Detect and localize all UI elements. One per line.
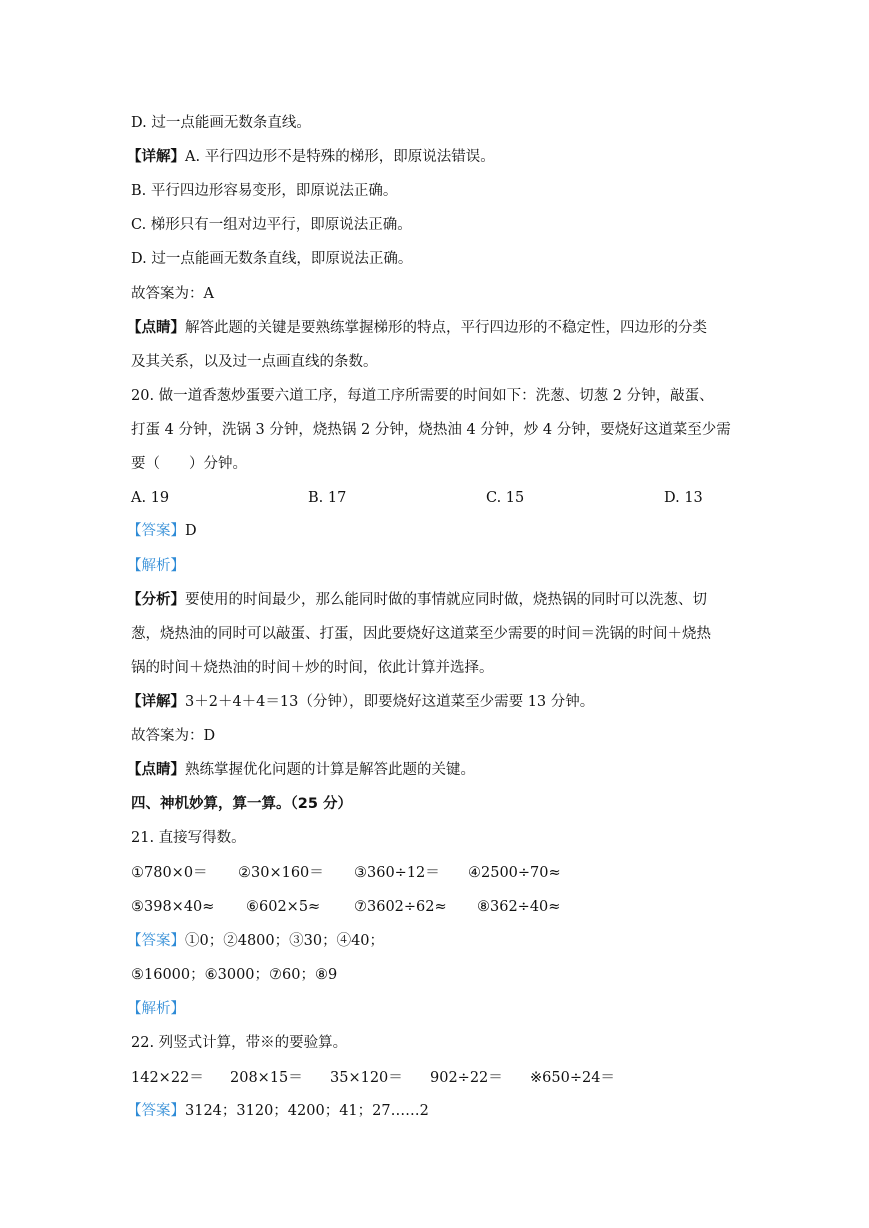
q21-item-8: ⑧362÷40≈ [477, 899, 561, 915]
prev-detail-d: D. 过一点能画无数条直线，即原说法正确。 [131, 251, 413, 267]
prev-detail-c: C. 梯形只有一组对边平行，即原说法正确。 [131, 217, 412, 233]
q20-detail: 【详解】3＋2＋4＋4＝13（分钟），即要烧好这道菜至少需要 13 分钟。 [127, 694, 595, 710]
q22-item-2: 208×15＝ [230, 1070, 303, 1086]
prev-detail-a: 【详解】A. 平行四边形不是特殊的梯形，即原说法错误。 [127, 149, 495, 165]
q20-option-c: C. 15 [486, 490, 525, 506]
q20-fenxi-line1: 【分析】要使用的时间最少，那么能同时做的事情就应同时做，烧热锅的同时可以洗葱、切 [127, 592, 707, 608]
prev-answer-line: 故答案为：A [131, 286, 214, 302]
q20-stem-line2: 打蛋 4 分钟，洗锅 3 分钟，烧热锅 2 分钟，烧热油 4 分钟，炒 4 分钟，要烧好这道菜至少需 [131, 422, 731, 438]
prev-option-d: D. 过一点能画无数条直线。 [131, 115, 311, 131]
prev-comment-line2: 及其关系，以及过一点画直线的条数。 [131, 354, 378, 370]
q21-item-4: ④2500÷70≈ [468, 865, 561, 881]
q20-option-d: D. 13 [664, 490, 703, 506]
q21-item-6: ⑥602×5≈ [246, 899, 321, 915]
answer-tag: 【答案】 [127, 933, 185, 949]
comment-tag: 【点睛】 [127, 762, 185, 778]
q22-item-5: ※650÷24＝ [530, 1070, 615, 1086]
q20-fenxi-line2: 葱，烧热油的同时可以敲蛋、打蛋，因此要烧好这道菜至少需要的时间＝洗锅的时间＋烧热 [131, 626, 711, 642]
q21-item-2: ②30×160＝ [238, 865, 324, 881]
q21-item-5: ⑤398×40≈ [131, 899, 215, 915]
q20-option-b: B. 17 [308, 490, 347, 506]
q21-analysis-tag: 【解析】 [127, 1001, 185, 1017]
answer-tag: 【答案】 [127, 1103, 185, 1119]
q22-item-4: 902÷22＝ [430, 1070, 503, 1086]
q20-fenxi-line3: 锅的时间＋烧热油的时间＋炒的时间，依此计算并选择。 [131, 660, 494, 676]
prev-comment-line1: 【点睛】解答此题的关键是要熟练掌握梯形的特点，平行四边形的不稳定性，四边形的分类 [127, 320, 707, 336]
q21-item-7: ⑦3602÷62≈ [354, 899, 447, 915]
q20-comment: 【点睛】熟练掌握优化问题的计算是解答此题的关键。 [127, 762, 475, 778]
q20-answer-line: 故答案为：D [131, 728, 216, 744]
q20-stem-line3: 要（ ）分钟。 [131, 456, 247, 472]
q22-item-3: 35×120＝ [330, 1070, 403, 1086]
q21-stem: 21. 直接写得数。 [131, 830, 246, 846]
prev-detail-b: B. 平行四边形容易变形，即原说法正确。 [131, 183, 398, 199]
q20-answer: 【答案】D [127, 523, 197, 539]
answer-tag: 【答案】 [127, 523, 185, 539]
q22-item-1: 142×22＝ [131, 1070, 204, 1086]
detail-tag: 【详解】 [127, 694, 185, 710]
comment-tag: 【点睛】 [127, 320, 185, 336]
detail-tag: 【详解】 [127, 149, 185, 165]
q22-answer: 【答案】3124；3120；4200；41；27……2 [127, 1103, 429, 1119]
q20-stem-line1: 20. 做一道香葱炒蛋要六道工序，每道工序所需要的时间如下：洗葱、切葱 2 分钟，敲蛋、 [131, 388, 714, 404]
fenxi-tag: 【分析】 [127, 592, 185, 608]
q20-option-a: A. 19 [131, 490, 170, 506]
q21-answer-line2: ⑤16000；⑥3000；⑦60；⑧9 [131, 967, 338, 983]
q21-item-3: ③360÷12＝ [354, 865, 440, 881]
q20-analysis-tag: 【解析】 [127, 558, 185, 574]
q22-stem: 22. 列竖式计算，带※的要验算。 [131, 1035, 348, 1051]
q21-answer-line1: 【答案】①0；②4800；③30；④40； [127, 933, 385, 949]
q21-item-1: ①780×0＝ [131, 865, 208, 881]
section-heading: 四、神机妙算，算一算。（25 分） [131, 796, 352, 812]
